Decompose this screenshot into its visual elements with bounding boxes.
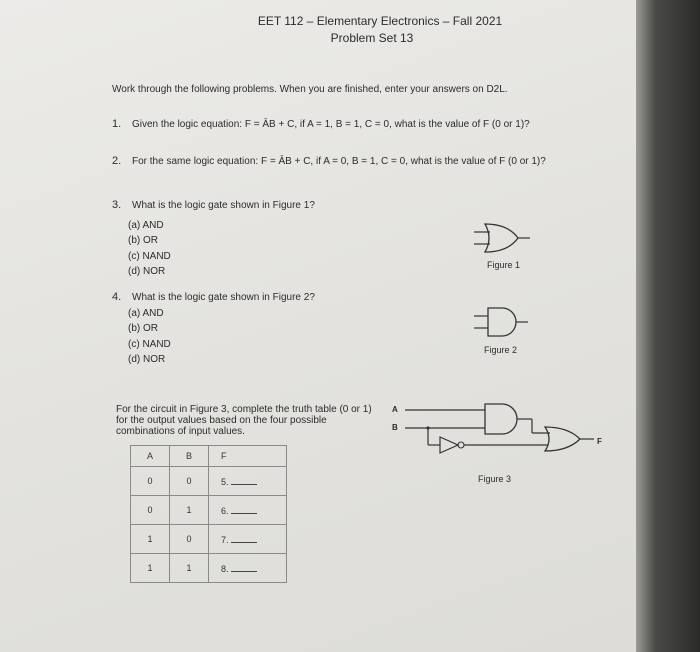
question-2-number: 2. [112, 155, 122, 167]
question-3-text: What is the logic gate shown in Figure 1? [132, 200, 315, 211]
figure-1-caption: Figure 1 [487, 260, 521, 270]
answer-blank[interactable] [231, 505, 257, 514]
cell-a: 1 [131, 525, 170, 554]
question-3-option-b: (b) OR [128, 235, 158, 246]
cell-b: 1 [170, 554, 209, 583]
header-a: A [131, 446, 170, 467]
circuit-prompt-line-1: For the circuit in Figure 3, complete the truth table (0 or 1) [116, 404, 372, 415]
answer-number: 8. [221, 563, 229, 574]
answer-blank[interactable] [231, 563, 257, 572]
answer-number: 6. [221, 505, 229, 516]
table-row [131, 467, 287, 496]
question-4-option-d: (d) NOR [128, 354, 166, 365]
table-row [131, 525, 287, 554]
question-4-number: 4. [112, 291, 122, 303]
question-3-option-c: (c) NAND [128, 251, 171, 262]
question-1-text: Given the logic equation: F = ĀB + C, if A = 1, B = 1, C = 0, what is the value of F (0 or 1)? [132, 119, 530, 130]
answer-blank[interactable] [231, 534, 257, 543]
question-4-text: What is the logic gate shown in Figure 2? [132, 292, 315, 303]
table-row [131, 554, 287, 583]
answer-number: 5. [221, 476, 229, 487]
question-4-option-a: (a) AND [128, 308, 164, 319]
cell-b: 1 [170, 496, 209, 525]
output-f-label: F [597, 437, 602, 446]
question-1-number: 1. [112, 118, 122, 130]
figure-3-caption: Figure 3 [478, 474, 512, 484]
figure-2-and-gate [474, 304, 534, 340]
problem-set-title: Problem Set 13 [330, 31, 414, 45]
answer-cell[interactable] [209, 467, 287, 496]
header-f: F [209, 446, 287, 467]
cell-b: 0 [170, 467, 209, 496]
question-4-option-b: (b) OR [128, 323, 158, 334]
input-a-label: A [392, 405, 398, 414]
figure-2-caption: Figure 2 [484, 345, 518, 355]
circuit-prompt-line-2: for the output values based on the four possible [116, 415, 327, 426]
header-b: B [170, 446, 209, 467]
answer-number: 7. [221, 534, 229, 545]
truth-table-header [131, 446, 287, 467]
instructions-text: Work through the following problems. When you are finished, enter your answers on D2L. [112, 84, 508, 95]
input-b-label: B [392, 423, 398, 432]
paper-shadow-edge [636, 0, 700, 652]
answer-blank[interactable] [231, 476, 257, 485]
truth-table [130, 445, 287, 583]
cell-a: 0 [131, 496, 170, 525]
course-title: EET 112 – Elementary Electronics – Fall 2021 [257, 14, 503, 28]
answer-cell[interactable] [209, 554, 287, 583]
answer-cell[interactable] [209, 525, 287, 554]
figure-3-circuit [400, 400, 610, 470]
circuit-prompt-line-3: combinations of input values. [116, 426, 245, 437]
question-2-text: For the same logic equation: F = ĀB + C, if A = 0, B = 1, C = 0, what is the value of F (0 or 1)? [132, 156, 546, 167]
question-3-number: 3. [112, 199, 122, 211]
cell-b: 0 [170, 525, 209, 554]
figure-1-or-gate [474, 220, 534, 256]
question-3-option-d: (d) NOR [128, 266, 166, 277]
table-row [131, 496, 287, 525]
cell-a: 1 [131, 554, 170, 583]
question-4-option-c: (c) NAND [128, 339, 171, 350]
answer-cell[interactable] [209, 496, 287, 525]
cell-a: 0 [131, 467, 170, 496]
question-3-option-a: (a) AND [128, 220, 164, 231]
